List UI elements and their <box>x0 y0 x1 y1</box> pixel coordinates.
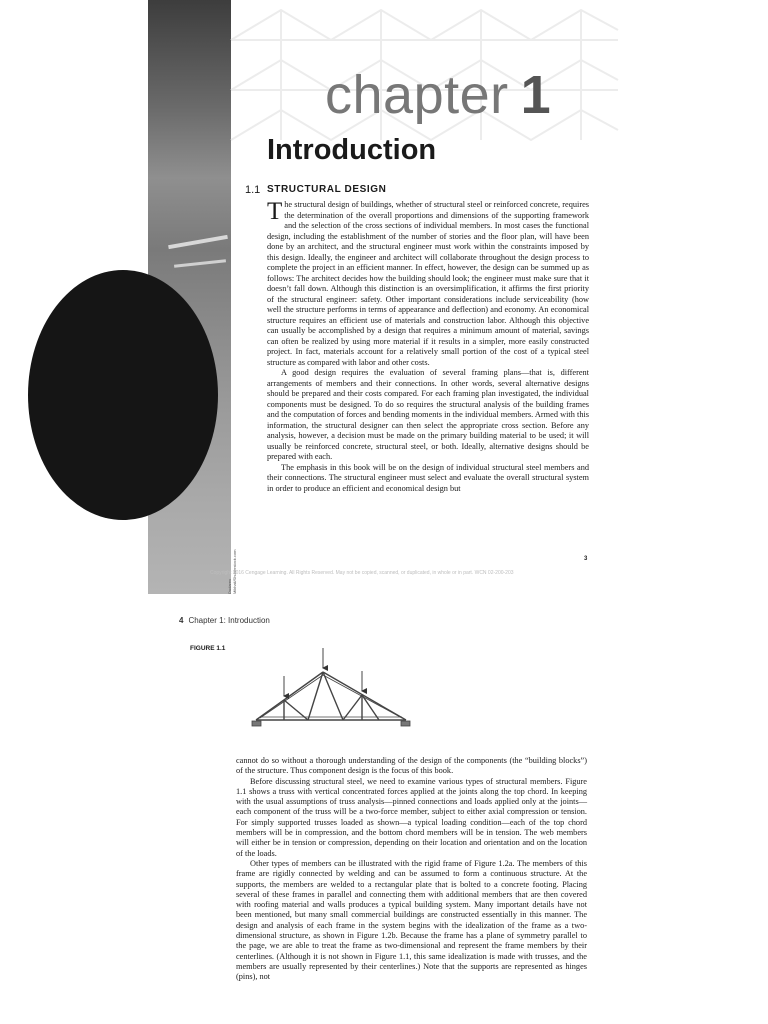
page-number: 3 <box>584 556 588 562</box>
section-body <box>267 200 589 494</box>
chapter-title: Introduction <box>267 134 437 166</box>
paragraph: A good design requires the evaluation of several framing plans—that is, different arrangements of members and their connections. In other words, several alternative designs should be prepared and their costs compared. For each framing plan investigated, the individual components must be designed. To do so requires the structural analysis of the building frames and the computation of forces and bending moments in the individual members. Armed with this information, the structural designer can then select the appropriate cross section. Before any analysis, however, a decision must be made on the primary building material to be used; it will usually be reinforced concrete, structural steel, or both. Ideally, alternative designs should be prepared with each. <box>267 368 589 461</box>
paragraph <box>267 200 589 368</box>
running-head-text: Chapter 1: Introduction <box>188 616 270 625</box>
section-number: 1.1 <box>245 184 261 196</box>
page-3 <box>148 0 618 594</box>
drop-cap: T <box>267 198 283 225</box>
web-member <box>343 695 362 720</box>
truss-figure <box>246 646 416 736</box>
section-title: STRUCTURAL DESIGN <box>267 184 387 195</box>
photo-beam <box>168 235 228 249</box>
figure-label: FIGURE 1.1 <box>190 645 226 652</box>
paragraph: The emphasis in this book will be on the design of individual structural steel members and their connections. The structural engineer must select and evaluate the overall structural system in order to produce an efficient and economical design but <box>267 462 589 493</box>
left-support <box>252 721 261 726</box>
paragraph: Other types of members can be illustrated with the rigid frame of Figure 1.2a. The members of this frame are rigidly connected by welding and can be assumed to form a continuous structure. At the supports, the members are welded to a rectangular plate that is bolted to a concrete footing. Placing several of these frames in parallel and connecting them with additional members that are then covered with roofing material and walls produces a typical building system. Many important details have not been mentioned, but many small commercial buildings are constructed essentially in this manner. The design and analysis of each frame in the system begins with the idealization of the frame as a two-dimensional structure, as shown in Figure 1.2b. Because the frame has a plane of symmetry parallel to the page, we are able to treat the frame as two-dimensional and represent the frame members by their centerlines. (Although it is not shown in Figure 1.1, this same idealization is made with trusses, and the members are usually represented by their centerlines.) Note that the supports are represented as hinges (pins), not <box>236 858 587 982</box>
web-member <box>308 672 323 720</box>
copyright-notice: Copyright 2016 Cengage Learning. All Rights Reserved. May not be copied, scanned, or duplicated, in whole or in part. WCN 02-200-203 <box>210 570 514 576</box>
chapter-label <box>325 64 551 126</box>
top-chord-right <box>323 672 406 720</box>
paragraph-text: he structural design of buildings, whether of structural steel or reinforced concrete, requires the determination of the overall proportions and dimensions of the supporting framework and the selection of the cross sections of individual members. In most cases the functional design, including the establishment of the number of stories and the floor plan, will have been done by an architect, and the structural engineer must work within the constraints imposed by this design. Ideally, the engineer and architect will collaborate throughout the design process to complete the project in an efficient manner. In effect, however, the design can be summed up as follows: The architect decides how the building should look; the engineer must make sure that it doesn’t fall down. Although this distinction is an oversimplification, it affirms the first priority of the structural engineer: safety. Other important considerations include serviceability (how well the structure performs in terms of appearance and deflection) and economy. An economical structure requires an efficient use of materials and construction labor. Although this objective can usually be accomplished by a design that requires a minimum amount of material, savings can often be realized by using more material if it results in a simpler, more easily constructed project. In fact, materials account for a relatively small portion of the cost of a typical steel structure as compared with labor and other costs. <box>267 200 589 367</box>
running-head <box>179 616 270 625</box>
page-4 <box>0 594 768 1024</box>
chapter-word: chapter <box>325 65 509 125</box>
top-chord-left <box>256 672 323 720</box>
paragraph: cannot do so without a thorough understanding of the design of the components (the “building blocks”) of the structure. Thus component design is the focus of this book. <box>236 756 587 776</box>
photo-credit: Dudarev Mikhail/Shutterstock.com <box>227 549 237 594</box>
web-member <box>323 672 343 720</box>
page-number: 4 <box>179 616 184 625</box>
chapter-number: 1 <box>520 65 552 125</box>
paragraph: Before discussing structural steel, we need to examine various types of structural members. Figure 1.1 shows a truss with vertical concentrated forces applied at the joints along the top chord. In keeping with the usual assumptions of truss analysis—pinned connections and loads applied only at the joints—each component of the truss will be a two-force member, subject to either axial compression or tension. For simply supported trusses loaded as shown—a typical loading condition—each of the top chord members will be in compression, and the bottom chord members will be in tension. The web members will either be in tension or compression, depending on their location and orientation and on the location of the loads. <box>236 776 587 858</box>
photo-beam <box>174 259 226 267</box>
right-support <box>401 721 410 726</box>
chapter-opener-photo <box>148 0 237 594</box>
photo-dark-shape <box>28 270 218 520</box>
section-body <box>236 756 587 983</box>
